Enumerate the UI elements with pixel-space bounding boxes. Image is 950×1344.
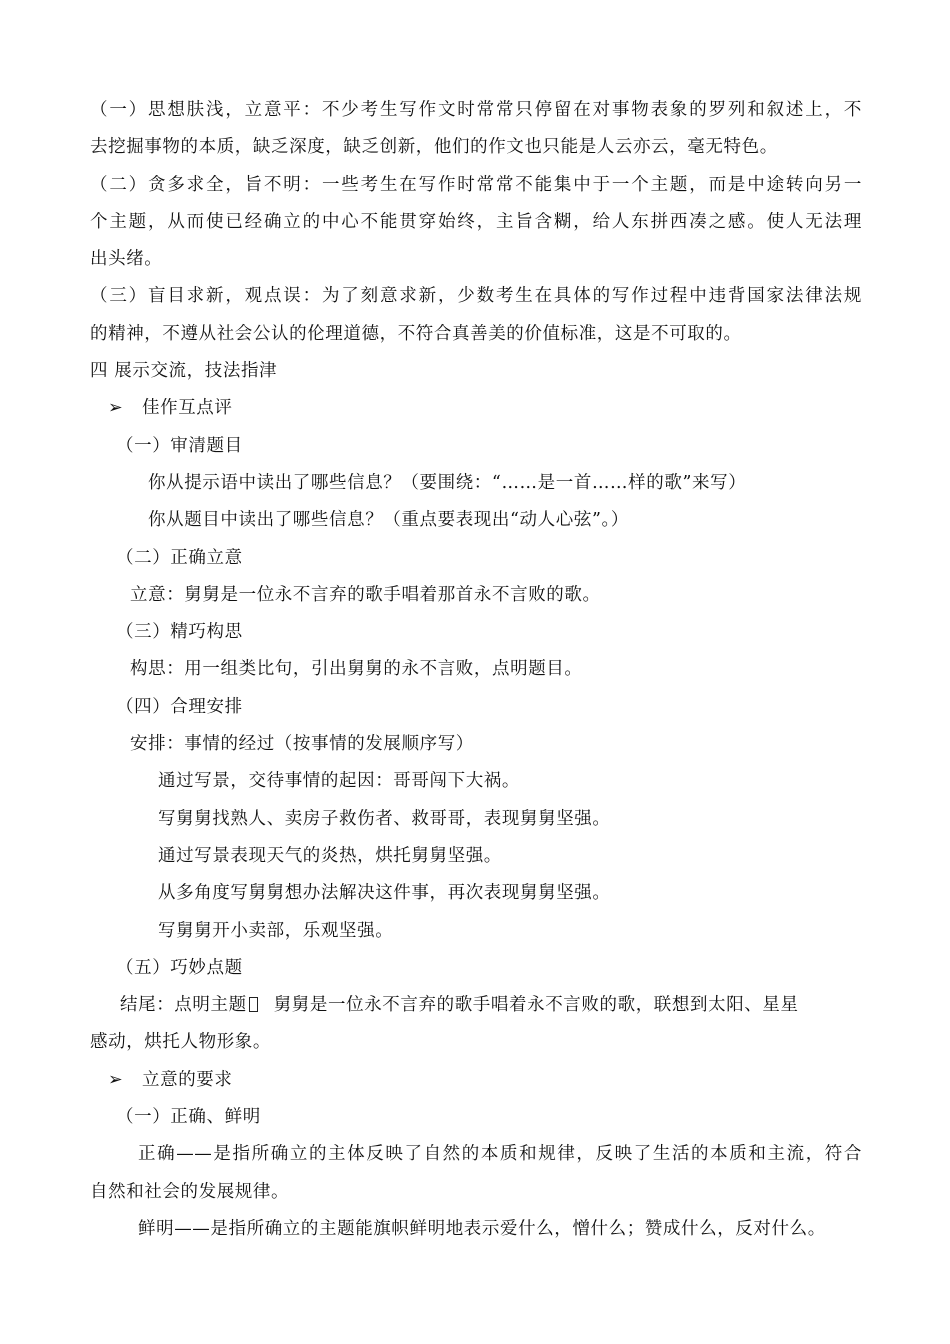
bullet-label: 佳作互点评 [142,398,233,419]
paragraph-line: 个主题，从而使已经确立的中心不能贯穿始终，主旨含糊，给人东拼西凑之感。使人无法理 [90,211,862,232]
missing-glyph-icon [249,997,258,1012]
section-heading: 四 展示交流，技法指津 [90,361,278,382]
paragraph-line: 你从提示语中读出了哪些信息？（要围绕：“……是一首……样的歌”来写） [148,472,747,493]
document-page [90,92,862,1248]
paragraph-line: 鲜明——是指所确立的主题能旗帜鲜明地表示爱什么，憎什么；赞成什么，反对什么。 [138,1218,826,1239]
paragraph-line: 写舅舅开小卖部，乐观坚强。 [158,920,394,941]
paragraph-line [90,987,862,1024]
paragraph-line: 感动，烘托人物形象。 [90,1032,271,1053]
paragraph-line: 出头绪。 [90,249,163,270]
arrow-bullet-icon: ➢ [108,398,124,419]
paragraph-line: 自然和社会的发展规律。 [90,1181,290,1202]
subheading: （一）正确、鲜明 [116,1107,261,1128]
arrow-bullet-icon: ➢ [108,1069,124,1090]
paragraph-line: 的精神，不遵从社会公认的伦理道德，不符合真善美的价值标准，这是不可取的。 [90,323,742,344]
subheading: （二）正确立意 [116,547,243,568]
ending-text: 舅舅是一位永不言弃的歌手唱着永不言败的歌，联想到太阳、星星 [273,995,799,1016]
subheading: （四）合理安排 [116,696,243,717]
ending-label: 结尾：点明主题 [120,995,247,1016]
paragraph-line: 安排：事情的经过（按事情的发展顺序写） [130,734,474,755]
paragraph-line: （二）贪多求全，旨不明：一些考生在写作时常常不能集中于一个主题，而是中途转向另一 [90,174,862,195]
paragraph-line: 正确——是指所确立的主体反映了自然的本质和规律，反映了生活的本质和主流，符合 [138,1144,862,1165]
paragraph-line: （三）盲目求新，观点误：为了刻意求新，少数考生在具体的写作过程中违背国家法律法规 [90,286,862,307]
subheading: （一）审清题目 [116,435,243,456]
subheading: （三）精巧构思 [116,622,243,643]
paragraph-line: 从多角度写舅舅想办法解决这件事，再次表现舅舅坚强。 [158,883,611,904]
paragraph-line: 通过写景，交待事情的起因：哥哥闯下大祸。 [158,771,520,792]
bullet-label: 立意的要求 [142,1069,233,1090]
paragraph-line: 立意：舅舅是一位永不言弃的歌手唱着那首永不言败的歌。 [130,584,601,605]
subheading: （五）巧妙点题 [116,957,243,978]
paragraph-line: （一）思想肤浅，立意平：不少考生写作文时常常只停留在对事物表象的罗列和叙述上，不 [90,100,862,120]
paragraph-line: 写舅舅找熟人、卖房子救伤者、救哥哥，表现舅舅坚强。 [158,808,611,829]
paragraph-line: 通过写景表现天气的炎热，烘托舅舅坚强。 [158,845,502,866]
bullet-item [90,1062,862,1099]
paragraph-line: 你从题目中读出了哪些信息？（重点要表现出“动人心弦”。） [148,510,629,531]
paragraph-line: 去挖掘事物的本质，缺乏深度，缺乏创新，他们的作文也只能是人云亦云，毫无特色。 [90,137,778,158]
bullet-item [90,390,862,427]
paragraph-line: 构思：用一组类比句，引出舅舅的永不言败，点明题目。 [130,659,583,680]
